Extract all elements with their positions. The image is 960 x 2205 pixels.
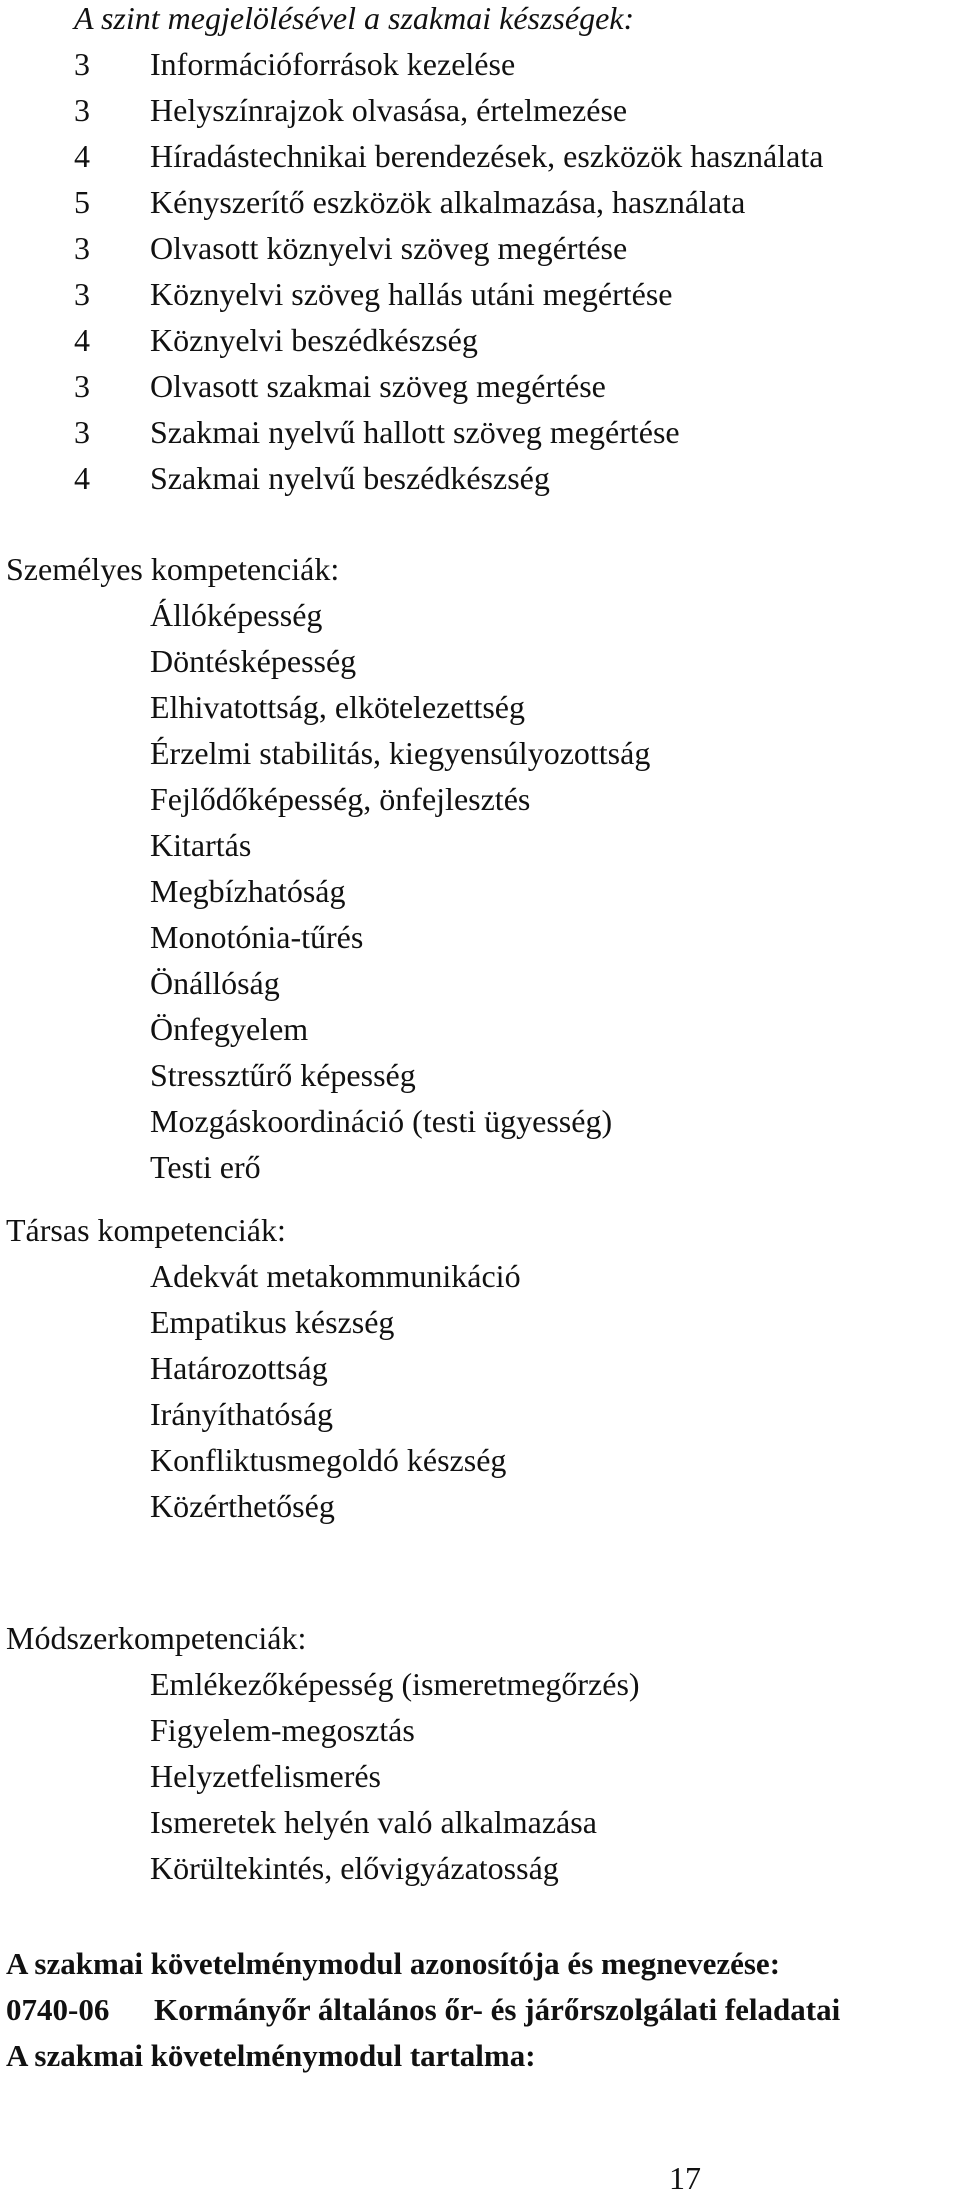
list-item: Mozgáskoordináció (testi ügyesség) [150,1103,613,1139]
module-id-heading: A szakmai követelménymodul azonosítója és megnevezése: [6,1946,781,1981]
skill-row [74,462,823,508]
list-item: Fejlődőképesség, önfejlesztés [150,781,531,817]
list-item: Állóképesség [150,597,323,633]
skill-label: Olvasott szakmai szöveg megértése [150,368,606,404]
skill-row [74,370,823,416]
skill-label: Információforrások kezelése [150,46,516,82]
skill-level: 3 [74,46,90,82]
method-competencies-title: Módszerkompetenciák: [6,1620,307,1656]
skill-label: Szakmai nyelvű hallott szöveg megértése [150,414,680,450]
skill-row [74,232,823,278]
skill-level: 3 [74,230,90,266]
list-item: Empatikus készség [150,1304,395,1340]
page-number: 17 [669,2160,701,2196]
skill-row [74,186,823,232]
skill-level: 5 [74,184,90,220]
skill-row [74,140,823,186]
list-item: Körültekintés, elővigyázatosság [150,1850,559,1886]
list-item: Helyzetfelismerés [150,1758,381,1794]
skill-level: 4 [74,460,90,496]
list-item: Határozottság [150,1350,328,1386]
list-item: Kitartás [150,827,252,863]
skill-level: 3 [74,368,90,404]
list-item: Figyelem-megosztás [150,1712,415,1748]
module-code-name [6,1994,840,2025]
skill-row [74,416,823,462]
module-code: 0740-06 [6,1992,110,2027]
skills-heading: A szint megjelölésével a szakmai készségek: [74,0,635,36]
list-item: Testi erő [150,1149,261,1185]
skill-row [74,48,823,94]
social-competencies-title: Társas kompetenciák: [6,1212,286,1248]
skill-level: 4 [74,322,90,358]
skill-label: Helyszínrajzok olvasása, értelmezése [150,92,628,128]
list-item: Ismeretek helyén való alkalmazása [150,1804,597,1840]
skills-list [74,48,823,508]
skill-row [74,278,823,324]
skill-level: 3 [74,276,90,312]
skill-label: Olvasott köznyelvi szöveg megértése [150,230,628,266]
personal-competencies-title: Személyes kompetenciák: [6,551,340,587]
list-item: Megbízhatóság [150,873,346,909]
skill-level: 3 [74,92,90,128]
list-item: Döntésképesség [150,643,357,679]
skill-label: Szakmai nyelvű beszédkészség [150,460,550,496]
list-item: Elhivatottság, elkötelezettség [150,689,525,725]
list-item: Önfegyelem [150,1011,309,1047]
method-competencies-list [150,1668,640,1898]
list-item: Emlékezőképesség (ismeretmegőrzés) [150,1666,640,1702]
skill-level: 3 [74,414,90,450]
list-item: Közérthetőség [150,1488,335,1524]
skill-level: 4 [74,138,90,174]
social-competencies-list [150,1260,521,1536]
list-item: Stressztűrő képesség [150,1057,416,1093]
skill-row [74,324,823,370]
skill-label: Köznyelvi szöveg hallás utáni megértése [150,276,673,312]
list-item: Adekvát metakommunikáció [150,1258,521,1294]
list-item: Érzelmi stabilitás, kiegyensúlyozottság [150,735,651,771]
list-item: Önállóság [150,965,280,1001]
list-item: Irányíthatóság [150,1396,334,1432]
personal-competencies-list [150,599,650,1197]
skill-row [74,94,823,140]
module-content-heading: A szakmai követelménymodul tartalma: [6,2038,536,2073]
skill-label: Köznyelvi beszédkészség [150,322,478,358]
list-item: Konfliktusmegoldó készség [150,1442,507,1478]
skill-label: Híradástechnikai berendezések, eszközök használata [150,138,824,174]
list-item: Monotónia-tűrés [150,919,364,955]
module-name: Kormányőr általános őr- és járőrszolgálati feladatai [154,1992,841,2027]
skill-label: Kényszerítő eszközök alkalmazása, használata [150,184,746,220]
